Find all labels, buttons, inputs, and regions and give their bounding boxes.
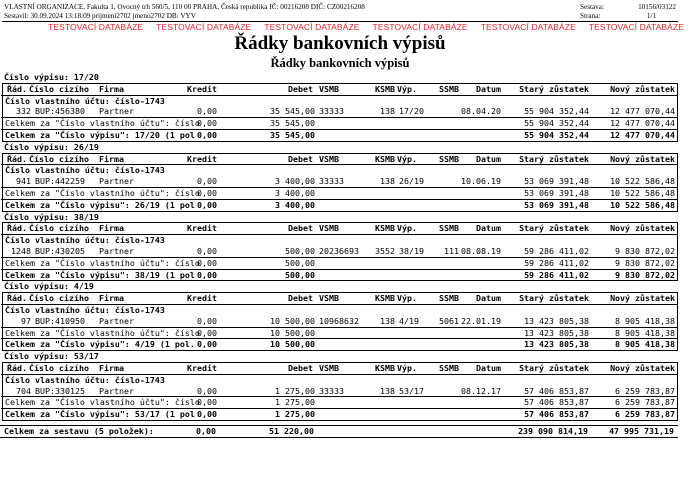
row-vypis: 53/17 (399, 385, 424, 396)
row-datum: 08.04.20 (461, 106, 501, 117)
account-subtotal-row (1, 327, 677, 339)
account-subtotal-row-novy-zustatek: 10 522 586,48 (610, 187, 675, 198)
column-header-ksmb: KSMB (375, 293, 395, 304)
row-firma: Partner (99, 385, 134, 396)
statement-subtotal-row-stary-zustatek: 55 904 352,44 (524, 129, 589, 140)
row-rad: 1248 (11, 245, 31, 256)
watermark-text: TESTOVACÍ DATABÁZE (156, 22, 252, 32)
column-header-row (1, 363, 677, 374)
column-header-ssmb: SSMB (439, 223, 459, 234)
sestava-label: Sestava: (580, 3, 604, 11)
statement-subtotal-row-kredit: 0,00 (197, 199, 217, 210)
column-header-vyp: Výp. (397, 293, 417, 304)
column-header-debet: Debet (288, 83, 313, 94)
grand-total-row-kredit: 0,00 (196, 425, 216, 436)
account-subtotal-row-label: Celkem za "Číslo vlastního účtu": číslo (5, 257, 200, 268)
column-header-kredit: Kredit (187, 153, 217, 164)
column-header-rad: Řád. (7, 83, 27, 94)
column-header-novy-zustatek: Nový zůstatek (610, 83, 675, 94)
column-header-ksmb: KSMB (375, 362, 395, 373)
statement-subtotal-row-label: Celkem za "Číslo výpisu": 53/17 (1 pol (5, 409, 195, 420)
watermark-text: TESTOVACÍ DATABÁZE (372, 22, 468, 32)
column-header-ksmb: KSMB (375, 83, 395, 94)
column-header-datum: Datum (476, 293, 501, 304)
grand-total-row (0, 425, 678, 438)
column-header-firma: Firma (99, 223, 124, 234)
account-label-text: Číslo vlastního účtu: číslo-1743 (5, 235, 165, 246)
column-header-kredit: Kredit (187, 83, 217, 94)
statement-subtotal-row (1, 269, 677, 281)
statement-subtotal-row-label: Celkem za "Číslo výpisu": 38/19 (1 pol (5, 269, 195, 280)
account-label (1, 304, 677, 316)
account-subtotal-row-stary-zustatek: 59 286 411,02 (524, 257, 589, 268)
account-subtotal-row (1, 117, 677, 129)
report-table (0, 72, 680, 438)
statement-subtotal-row-novy-zustatek: 8 905 418,38 (615, 339, 675, 350)
row-firma: Partner (99, 245, 134, 256)
account-label (1, 95, 677, 107)
row-novy-zustatek: 10 522 586,48 (610, 176, 675, 187)
row-ksmb: 138 (380, 106, 395, 117)
column-header-vsmb: VSMB (319, 223, 339, 234)
statement-subtotal-row-stary-zustatek: 13 423 805,38 (524, 339, 589, 350)
row-kredit: 0,00 (197, 106, 217, 117)
row-ksmb: 138 (380, 315, 395, 326)
column-header-vsmb: VSMB (319, 293, 339, 304)
column-header-ksmb: KSMB (375, 223, 395, 234)
row-ksmb: 3552 (375, 245, 395, 256)
compiled-line: Sestavil: 30.09.2024 13:18:09 prijmeni2702 jmeno2702 DB: VYV (4, 12, 196, 20)
statement-subtotal-row-label: Celkem za "Číslo výpisu": 4/19 (1 pol. (5, 339, 195, 350)
account-label (1, 164, 677, 176)
grand-total-row-label: Celkem za sestavu (5 položek): (4, 425, 154, 436)
row-vsmb: 33333 (319, 385, 344, 396)
row-cislo-ciziho: BUP:410950 (35, 315, 85, 326)
statement-subtotal-row-label: Celkem za "Číslo výpisu": 17/20 (1 pol (5, 129, 195, 140)
account-subtotal-row-debet: 3 400,00 (275, 187, 315, 198)
account-subtotal-row-novy-zustatek: 12 477 070,44 (610, 118, 675, 129)
row-cislo-ciziho: BUP:430205 (35, 245, 85, 256)
account-subtotal-row-stary-zustatek: 55 904 352,44 (524, 118, 589, 129)
row-stary-zustatek: 55 904 352,44 (524, 106, 589, 117)
row-ksmb: 138 (380, 385, 395, 396)
row-rad: 704 (16, 385, 31, 396)
row-rad: 941 (16, 176, 31, 187)
account-subtotal-row-kredit: 0,00 (197, 118, 217, 129)
row-vsmb: 33333 (319, 106, 344, 117)
column-header-ssmb: SSMB (439, 153, 459, 164)
statement-subtotal-row-label: Celkem za "Číslo výpisu": 26/19 (1 pol (5, 199, 195, 210)
row-debet: 500,00 (285, 245, 315, 256)
statement-title (0, 142, 680, 153)
column-header-novy-zustatek: Nový zůstatek (610, 223, 675, 234)
column-header-vsmb: VSMB (319, 153, 339, 164)
account-subtotal-row-label: Celkem za "Číslo vlastního účtu": číslo (5, 327, 200, 338)
row-datum: 08.08.19 (461, 245, 501, 256)
statement-title-text: Číslo výpisu: 17/20 (4, 72, 99, 82)
account-subtotal-row-kredit: 0,00 (197, 257, 217, 268)
row-novy-zustatek: 9 830 872,02 (615, 245, 675, 256)
account-subtotal-row-stary-zustatek: 53 069 391,48 (524, 187, 589, 198)
account-subtotal-row-debet: 35 545,00 (270, 118, 315, 129)
column-header-debet: Debet (288, 223, 313, 234)
statement-title-text: Číslo výpisu: 38/19 (4, 211, 99, 222)
statement-block (2, 362, 678, 421)
row-vypis: 17/20 (399, 106, 424, 117)
statement-subtotal-row (1, 199, 677, 211)
column-header-firma: Firma (99, 293, 124, 304)
statement-subtotal-row (1, 408, 677, 420)
statement-title (0, 72, 680, 83)
statement-subtotal-row-kredit: 0,00 (197, 409, 217, 420)
statement-subtotal-row-debet: 500,00 (285, 269, 315, 280)
column-header-rad: Řád. (7, 153, 27, 164)
table-row (1, 386, 677, 397)
column-header-rad: Řád. (7, 362, 27, 373)
account-subtotal-row-kredit: 0,00 (197, 187, 217, 198)
statement-subtotal-row-debet: 35 545,00 (270, 129, 315, 140)
statement-subtotal-row-novy-zustatek: 12 477 070,44 (610, 129, 675, 140)
statement-subtotal-row (1, 338, 677, 350)
statement-title (0, 351, 680, 362)
strana-label: Strana: (580, 12, 601, 20)
statement-block (2, 83, 678, 142)
column-header-row (1, 293, 677, 304)
row-cislo-ciziho: BUP:456380 (35, 106, 85, 117)
account-label-text: Číslo vlastního účtu: číslo-1743 (5, 304, 165, 315)
statement-subtotal-row-stary-zustatek: 53 069 391,48 (524, 199, 589, 210)
account-subtotal-row-label: Celkem za "Číslo vlastního účtu": číslo (5, 187, 200, 198)
row-vypis: 4/19 (399, 315, 419, 326)
column-header-kredit: Kredit (187, 223, 217, 234)
column-header-datum: Datum (476, 83, 501, 94)
grand-total-row-novy-zustatek: 47 995 731,19 (609, 425, 674, 436)
statement-subtotal-row-debet: 3 400,00 (275, 199, 315, 210)
row-debet: 35 545,00 (270, 106, 315, 117)
row-stary-zustatek: 59 286 411,02 (524, 245, 589, 256)
account-subtotal-row-kredit: 0,00 (197, 327, 217, 338)
statement-subtotal-row-debet: 10 500,00 (270, 339, 315, 350)
column-header-debet: Debet (288, 153, 313, 164)
account-label-text: Číslo vlastního účtu: číslo-1743 (5, 95, 165, 106)
column-header-stary-zustatek: Starý zůstatek (519, 153, 589, 164)
test-database-watermark (48, 22, 697, 32)
table-row (1, 246, 677, 257)
watermark-text: TESTOVACÍ DATABÁZE (48, 22, 144, 32)
account-subtotal-row-label: Celkem za "Číslo vlastního účtu": číslo (5, 118, 200, 129)
row-ssmb: 5061 (439, 315, 459, 326)
column-header-cislo-ciziho: Číslo cizího (29, 293, 89, 304)
column-header-vyp: Výp. (397, 362, 417, 373)
row-vsmb: 10968632 (319, 315, 359, 326)
column-header-ssmb: SSMB (439, 362, 459, 373)
account-label (1, 234, 677, 246)
statement-subtotal-row-kredit: 0,00 (197, 269, 217, 280)
account-label (1, 374, 677, 386)
column-header-debet: Debet (288, 293, 313, 304)
account-subtotal-row-novy-zustatek: 8 905 418,38 (615, 327, 675, 338)
statement-subtotal-row-novy-zustatek: 6 259 783,87 (615, 409, 675, 420)
account-subtotal-row-novy-zustatek: 6 259 783,87 (615, 397, 675, 408)
statement-subtotal-row-debet: 1 275,00 (275, 409, 315, 420)
table-row (1, 106, 677, 117)
row-stary-zustatek: 13 423 805,38 (524, 315, 589, 326)
statement-title-text: Číslo výpisu: 4/19 (4, 281, 94, 292)
sestava-value: 10156/03122 (638, 3, 676, 11)
account-subtotal-row (1, 396, 677, 408)
statement-subtotal-row (1, 129, 677, 141)
column-header-vsmb: VSMB (319, 83, 339, 94)
statement-block (2, 153, 678, 212)
row-vypis: 38/19 (399, 245, 424, 256)
row-datum: 08.12.17 (461, 385, 501, 396)
column-header-rad: Řád. (7, 223, 27, 234)
row-ksmb: 138 (380, 176, 395, 187)
column-header-datum: Datum (476, 362, 501, 373)
account-label-text: Číslo vlastního účtu: číslo-1743 (5, 374, 165, 385)
column-header-row (1, 154, 677, 165)
column-header-novy-zustatek: Nový zůstatek (610, 293, 675, 304)
row-rad: 97 (21, 315, 31, 326)
watermark-text: TESTOVACÍ DATABÁZE (264, 22, 360, 32)
row-datum: 22.01.19 (461, 315, 501, 326)
column-header-cislo-ciziho: Číslo cizího (29, 153, 89, 164)
row-stary-zustatek: 53 069 391,48 (524, 176, 589, 187)
row-cislo-ciziho: BUP:442259 (35, 176, 85, 187)
row-kredit: 0,00 (197, 245, 217, 256)
row-debet: 1 275,00 (275, 385, 315, 396)
column-header-kredit: Kredit (187, 362, 217, 373)
column-header-ssmb: SSMB (439, 293, 459, 304)
row-firma: Partner (99, 106, 134, 117)
watermark-text: TESTOVACÍ DATABÁZE (480, 22, 576, 32)
column-header-rad: Řád. (7, 293, 27, 304)
grand-total-row-debet: 51 220,00 (269, 425, 314, 436)
account-subtotal-row-kredit: 0,00 (197, 397, 217, 408)
row-kredit: 0,00 (197, 315, 217, 326)
row-vsmb: 20236693 (319, 245, 359, 256)
report-title: Řádky bankovních výpisů (234, 33, 446, 54)
row-firma: Partner (99, 315, 134, 326)
table-row (1, 176, 677, 187)
organization-line: VLASTNÍ ORGANIZACE, Fakulta 1, Ovocný trh 560/5, 110 00 PRAHA, Česká republika IČ: 00216208 DIČ: CZ00216208 (4, 3, 365, 11)
statement-block (2, 292, 678, 351)
column-header-firma: Firma (99, 153, 124, 164)
account-subtotal-row-stary-zustatek: 57 406 853,87 (524, 397, 589, 408)
column-header-ssmb: SSMB (439, 83, 459, 94)
statement-subtotal-row-kredit: 0,00 (197, 339, 217, 350)
column-header-cislo-ciziho: Číslo cizího (29, 83, 89, 94)
account-subtotal-row (1, 257, 677, 269)
column-header-vyp: Výp. (397, 83, 417, 94)
account-label-text: Číslo vlastního účtu: číslo-1743 (5, 165, 165, 176)
watermark-text: TESTOVACÍ DATABÁZE (588, 22, 685, 32)
row-novy-zustatek: 8 905 418,38 (615, 315, 675, 326)
column-header-datum: Datum (476, 153, 501, 164)
column-header-stary-zustatek: Starý zůstatek (519, 362, 589, 373)
row-novy-zustatek: 12 477 070,44 (610, 106, 675, 117)
row-rad: 332 (16, 106, 31, 117)
column-header-row (1, 223, 677, 234)
statement-title (0, 212, 680, 223)
statement-title-text: Číslo výpisu: 26/19 (4, 141, 99, 152)
row-stary-zustatek: 57 406 853,87 (524, 385, 589, 396)
account-subtotal-row-stary-zustatek: 13 423 805,38 (524, 327, 589, 338)
row-vsmb: 33333 (319, 176, 344, 187)
column-header-row (1, 84, 677, 95)
account-subtotal-row-debet: 1 275,00 (275, 397, 315, 408)
column-header-kredit: Kredit (187, 293, 217, 304)
statement-subtotal-row-stary-zustatek: 59 286 411,02 (524, 269, 589, 280)
table-row (1, 316, 677, 327)
column-header-novy-zustatek: Nový zůstatek (610, 153, 675, 164)
account-subtotal-row-debet: 500,00 (285, 257, 315, 268)
column-header-vsmb: VSMB (319, 362, 339, 373)
row-debet: 3 400,00 (275, 176, 315, 187)
column-header-ksmb: KSMB (375, 153, 395, 164)
statement-subtotal-row-stary-zustatek: 57 406 853,87 (524, 409, 589, 420)
strana-value: 1/1 (646, 12, 656, 20)
column-header-stary-zustatek: Starý zůstatek (519, 223, 589, 234)
row-vypis: 26/19 (399, 176, 424, 187)
row-novy-zustatek: 6 259 783,87 (615, 385, 675, 396)
column-header-datum: Datum (476, 223, 501, 234)
account-subtotal-row-debet: 10 500,00 (270, 327, 315, 338)
row-firma: Partner (99, 176, 134, 187)
row-ssmb: 111 (444, 245, 459, 256)
statement-subtotal-row-novy-zustatek: 10 522 586,48 (610, 199, 675, 210)
account-subtotal-row-novy-zustatek: 9 830 872,02 (615, 257, 675, 268)
statement-subtotal-row-novy-zustatek: 9 830 872,02 (615, 269, 675, 280)
row-debet: 10 500,00 (270, 315, 315, 326)
statement-title-text: Číslo výpisu: 53/17 (4, 351, 99, 362)
column-header-vyp: Výp. (397, 223, 417, 234)
statement-subtotal-row-kredit: 0,00 (197, 129, 217, 140)
row-kredit: 0,00 (197, 385, 217, 396)
row-kredit: 0,00 (197, 176, 217, 187)
report-subtitle: Řádky bankovních výpisů (270, 56, 410, 70)
column-header-stary-zustatek: Starý zůstatek (519, 293, 589, 304)
row-datum: 10.06.19 (461, 176, 501, 187)
column-header-novy-zustatek: Nový zůstatek (610, 362, 675, 373)
column-header-cislo-ciziho: Číslo cizího (29, 362, 89, 373)
statement-title (0, 281, 680, 292)
column-header-firma: Firma (99, 83, 124, 94)
row-cislo-ciziho: BUP:330125 (35, 385, 85, 396)
account-subtotal-row-label: Celkem za "Číslo vlastního účtu": číslo (5, 397, 200, 408)
column-header-cislo-ciziho: Číslo cizího (29, 223, 89, 234)
column-header-vyp: Výp. (397, 153, 417, 164)
column-header-debet: Debet (288, 362, 313, 373)
statement-block (2, 222, 678, 281)
grand-total-row-stary-zustatek: 239 090 814,19 (518, 425, 588, 436)
column-header-stary-zustatek: Starý zůstatek (519, 83, 589, 94)
account-subtotal-row (1, 187, 677, 199)
column-header-firma: Firma (99, 362, 124, 373)
